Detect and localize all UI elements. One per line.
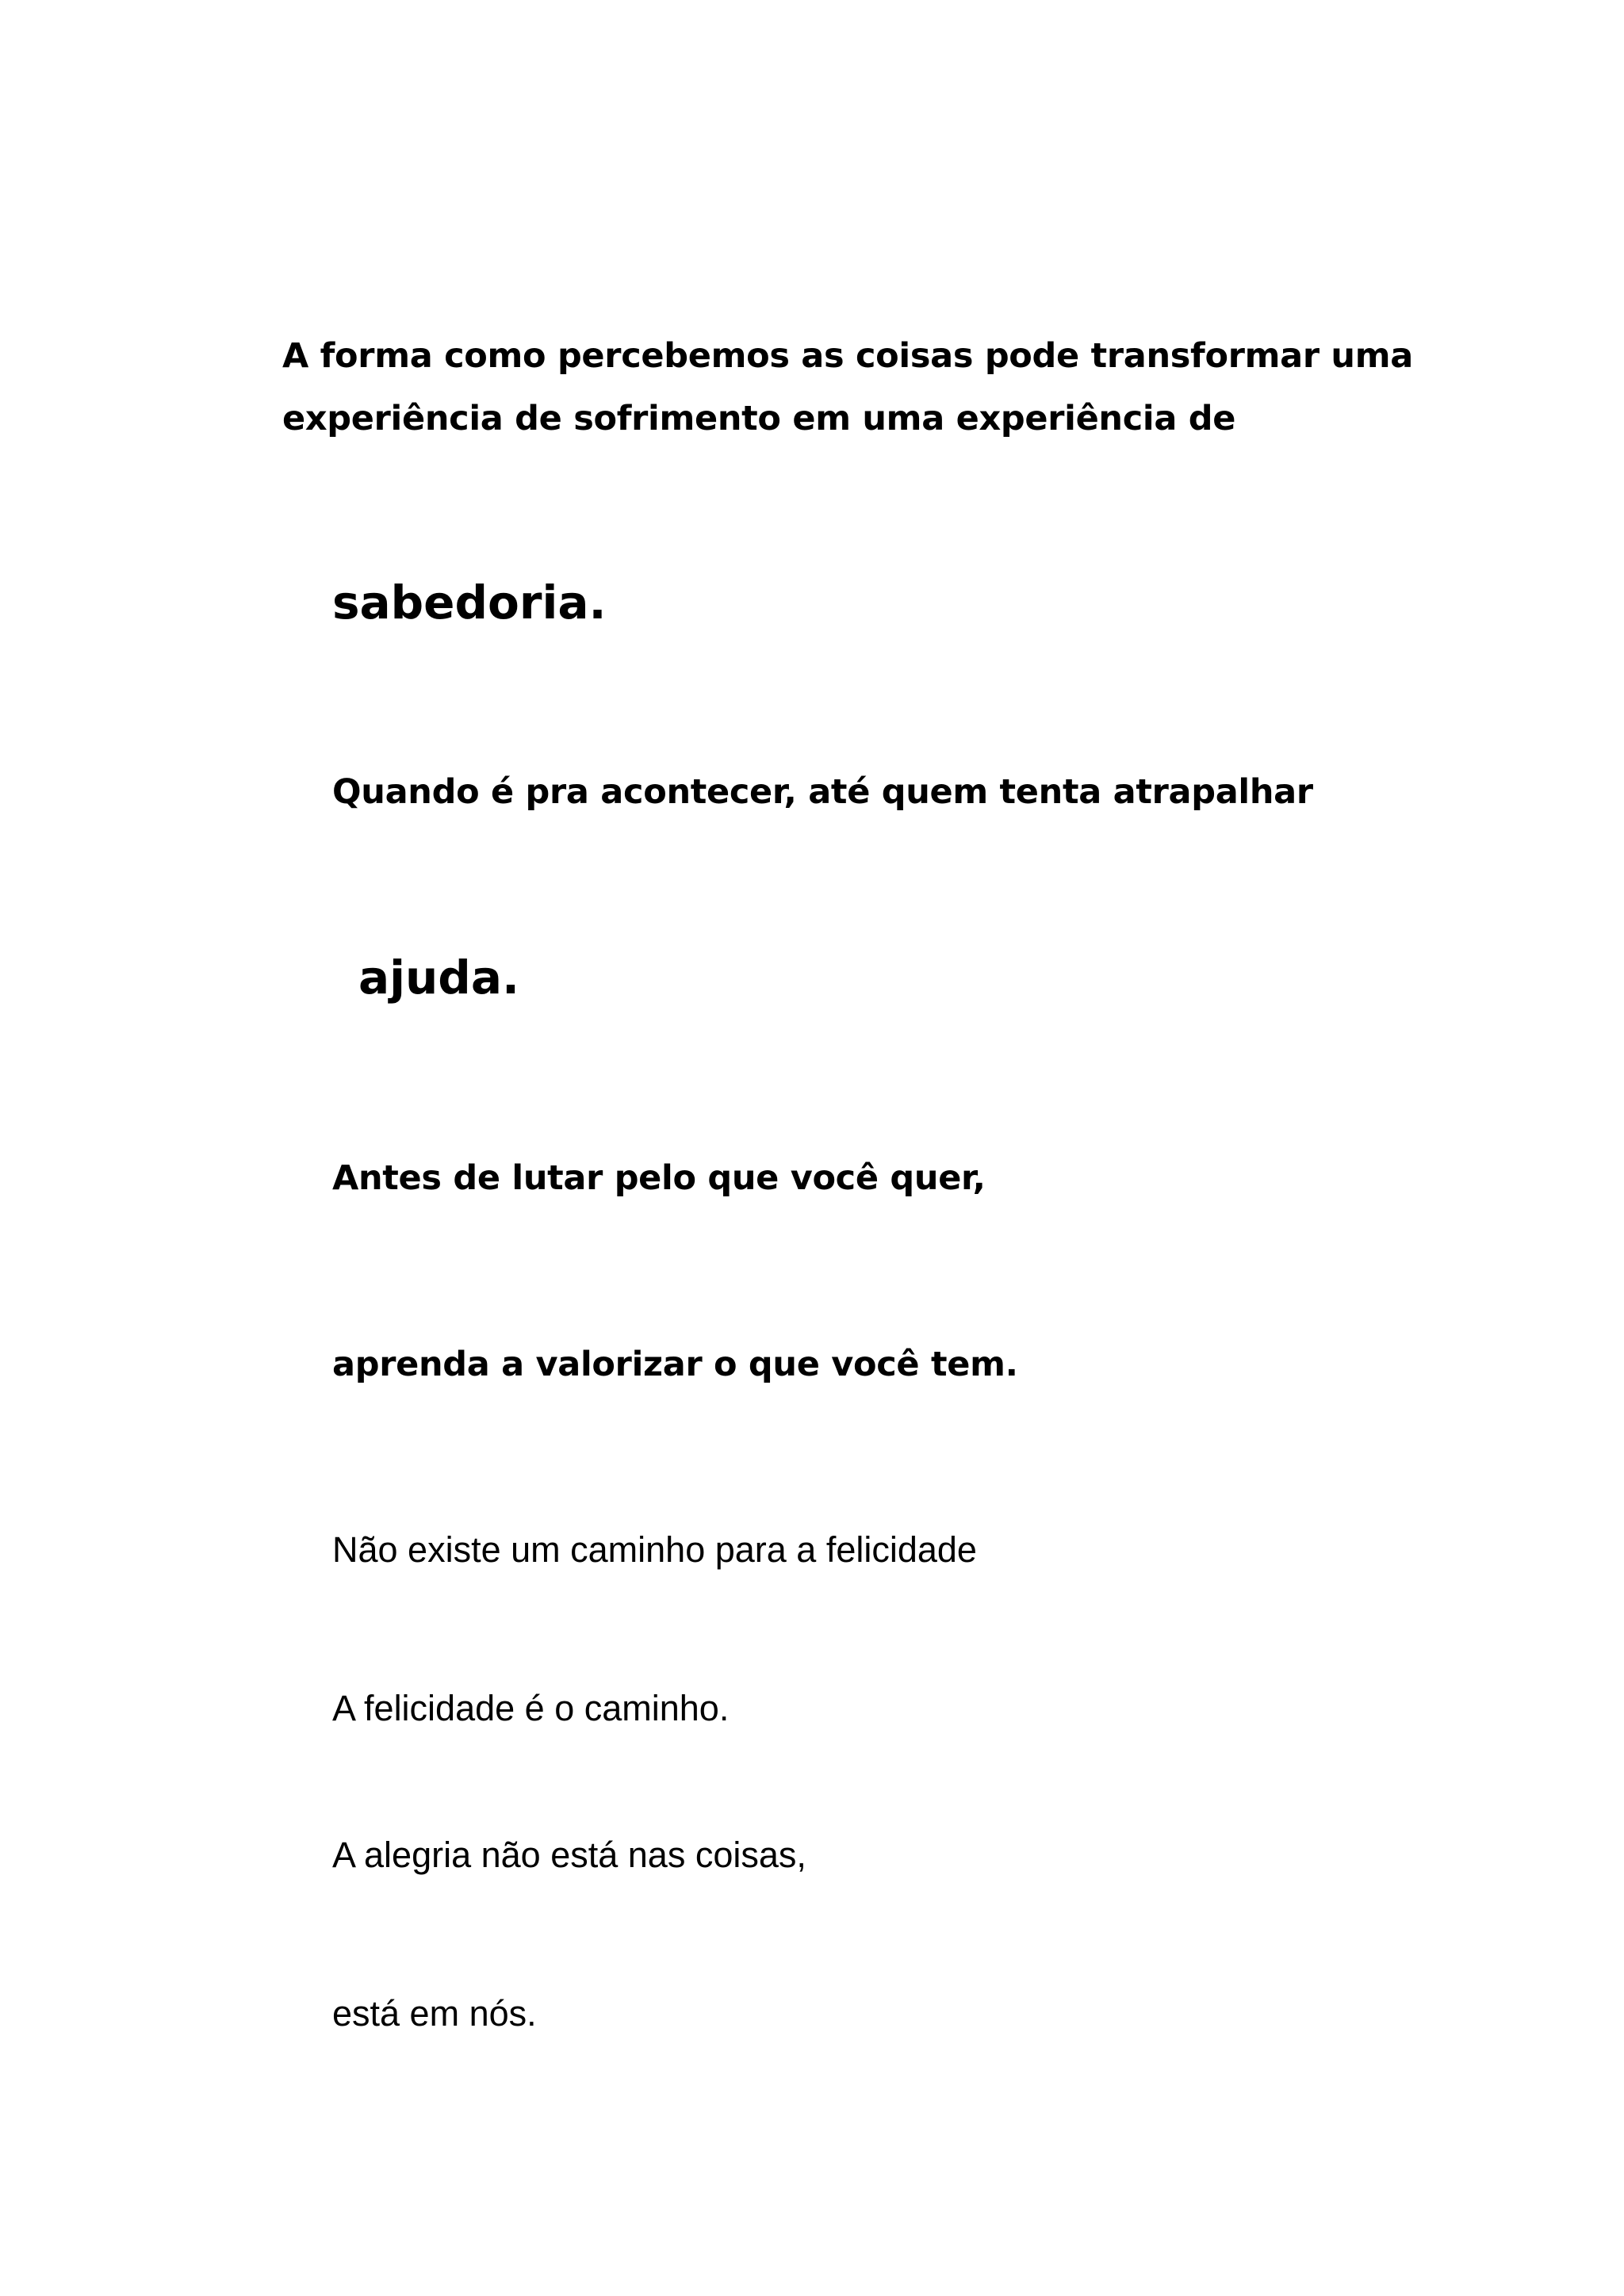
quote-line-10: A alegria não está nas coisas,	[332, 1835, 806, 1875]
quote-line-2: experiência de sofrimento em uma experiência de	[282, 399, 1236, 438]
quote-line-7: aprenda a valorizar o que você tem.	[332, 1345, 1018, 1384]
quote-line-4: Quando é pra acontecer, até quem tenta atrapalhar	[332, 772, 1313, 812]
quote-line-11: está em nós.	[332, 1993, 537, 2034]
quote-line-3: sabedoria.	[332, 576, 607, 629]
quote-line-6: Antes de lutar pelo que você quer,	[332, 1158, 986, 1198]
quote-line-1: A forma como percebemos as coisas pode transformar uma	[282, 336, 1413, 376]
quote-line-5: ajuda.	[358, 951, 519, 1004]
quote-line-9: A felicidade é o caminho.	[332, 1688, 730, 1728]
quote-line-8: Não existe um caminho para a felicidade	[332, 1529, 977, 1570]
